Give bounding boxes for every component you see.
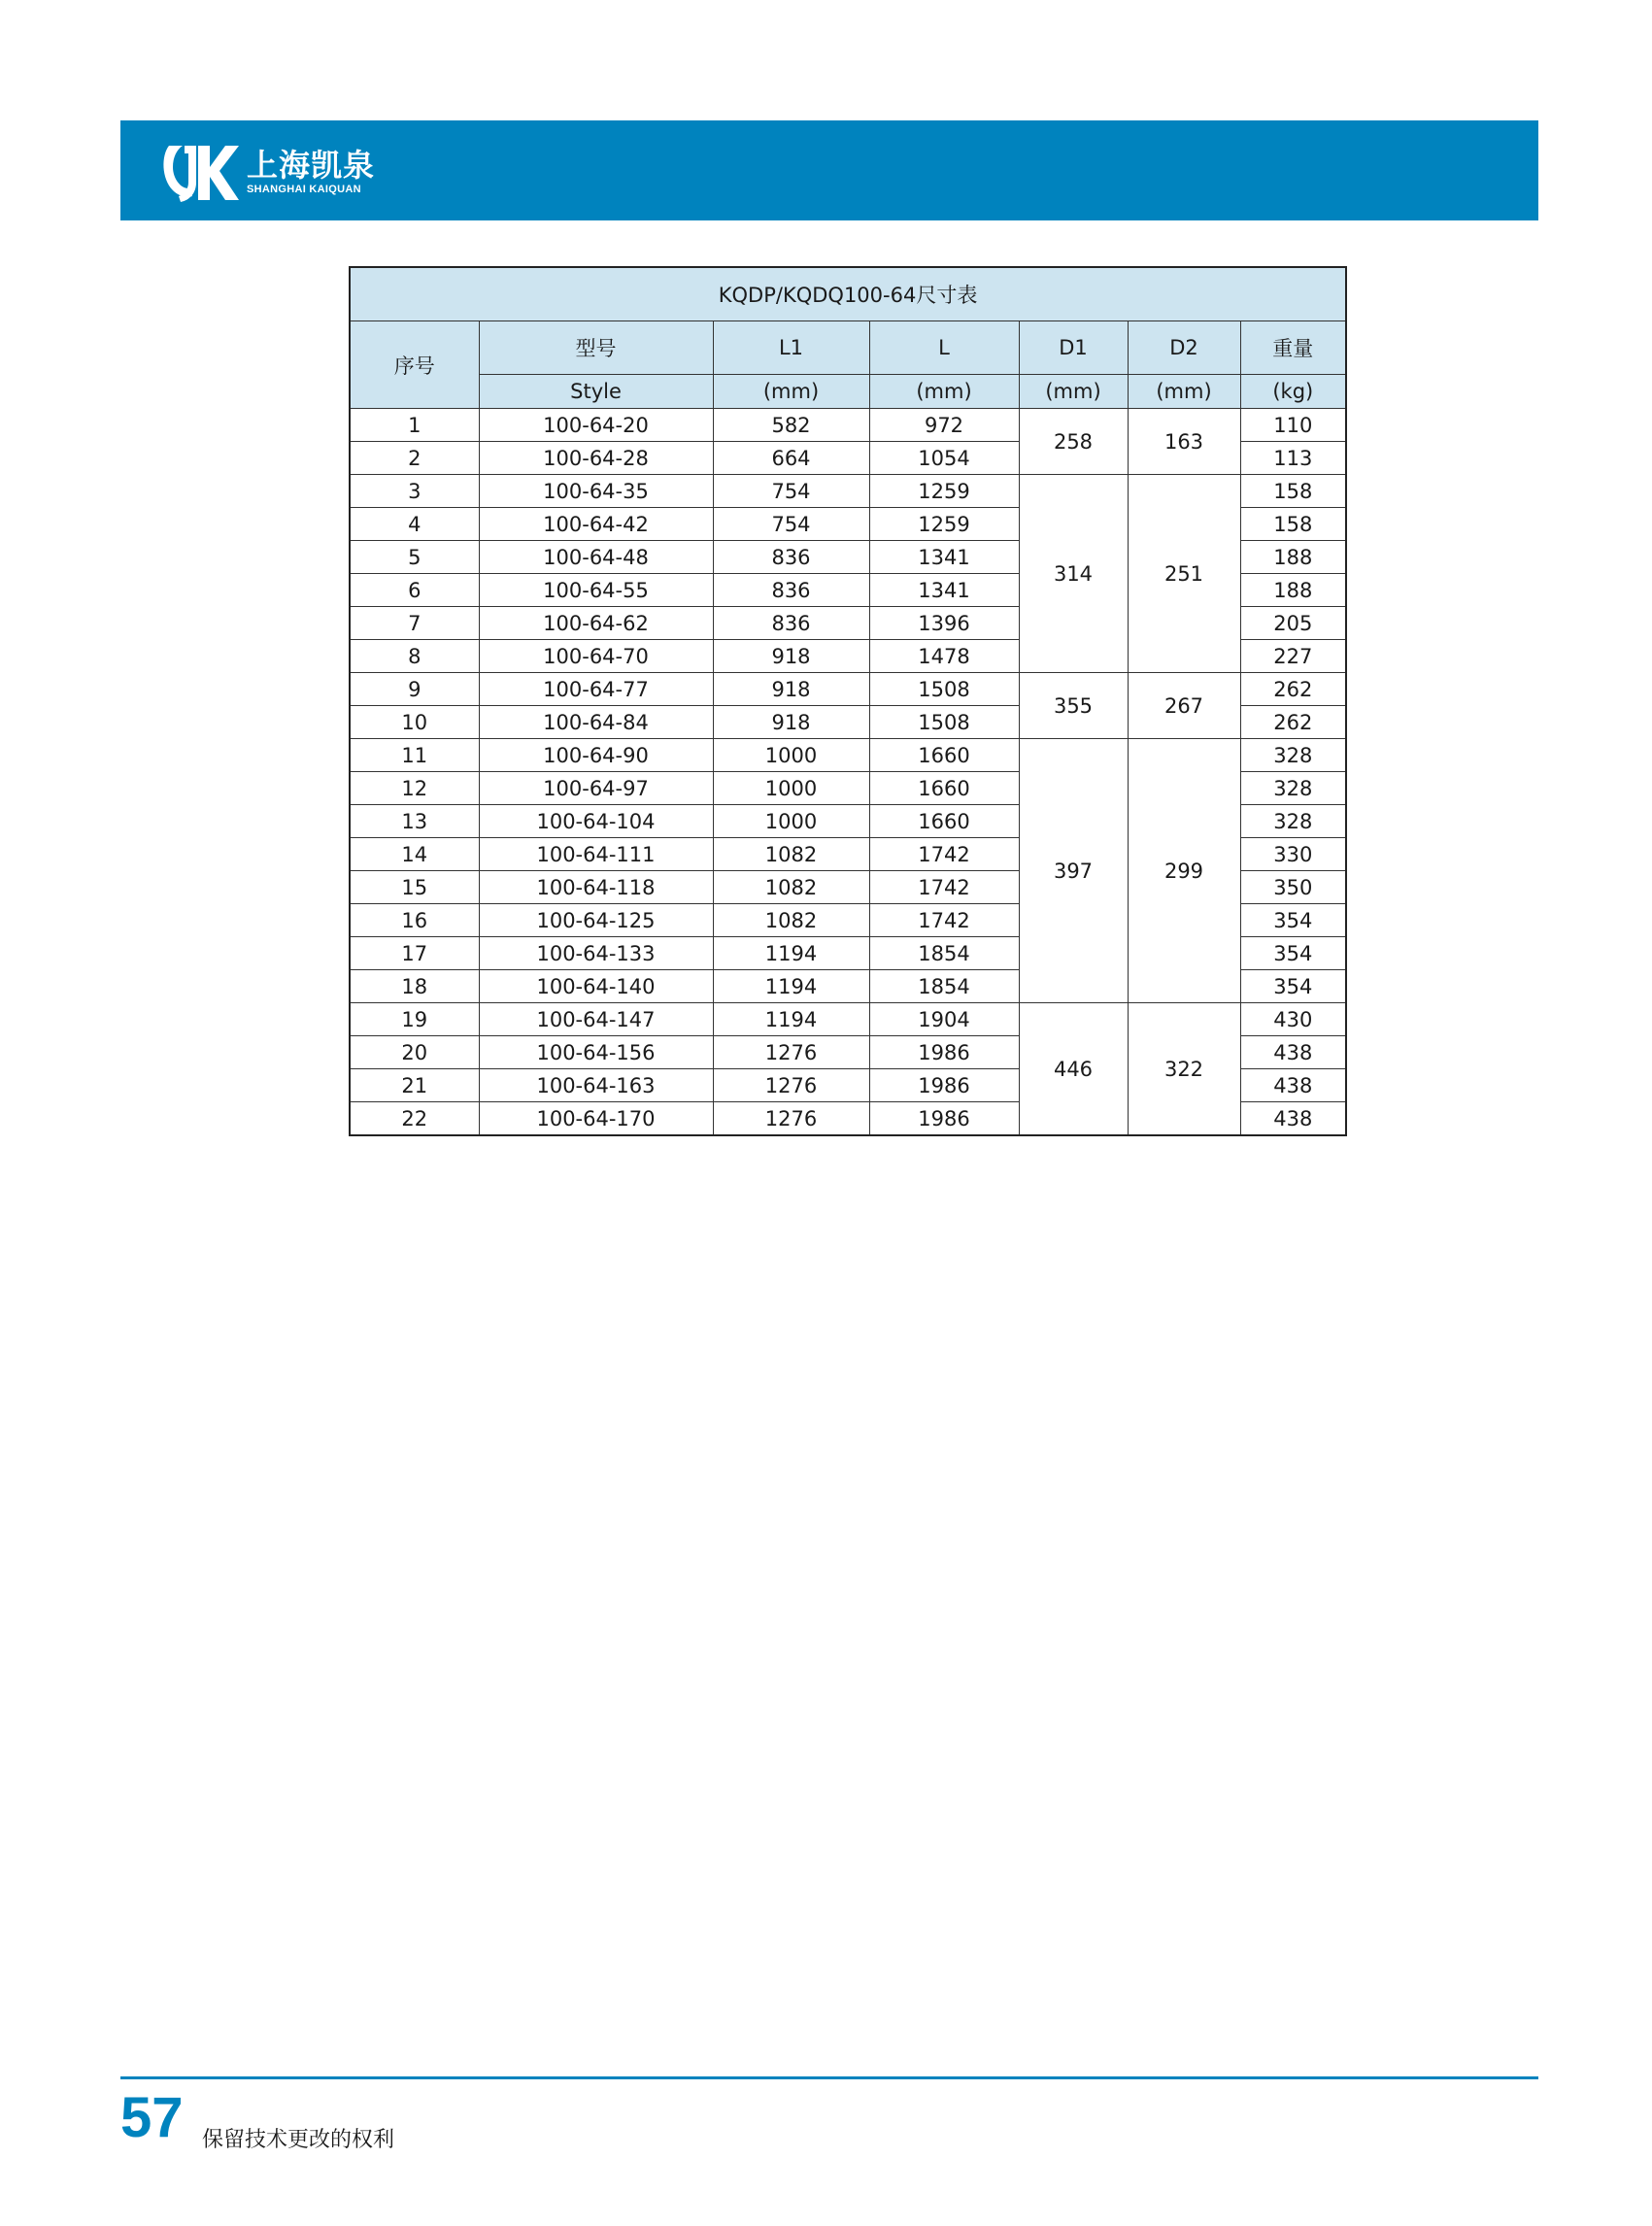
cell-model: 100-64-20 <box>479 409 713 442</box>
cell-l1: 1194 <box>713 970 869 1003</box>
cell-model: 100-64-140 <box>479 970 713 1003</box>
cell-l1: 1000 <box>713 739 869 772</box>
cell-model: 100-64-133 <box>479 937 713 970</box>
col-header-d1-unit: (mm) <box>1019 375 1128 409</box>
cell-l: 1742 <box>869 904 1019 937</box>
cell-model: 100-64-156 <box>479 1036 713 1069</box>
cell-d2: 251 <box>1128 475 1240 673</box>
col-header-d2-unit: (mm) <box>1128 375 1240 409</box>
cell-l1: 1000 <box>713 805 869 838</box>
table-title: KQDP/KQDQ100-64尺寸表 <box>350 267 1346 321</box>
cell-model: 100-64-55 <box>479 574 713 607</box>
cell-l: 1986 <box>869 1069 1019 1102</box>
cell-model: 100-64-111 <box>479 838 713 871</box>
cell-seq: 7 <box>350 607 479 640</box>
cell-l: 1341 <box>869 574 1019 607</box>
cell-l: 1660 <box>869 805 1019 838</box>
cell-seq: 1 <box>350 409 479 442</box>
cell-weight: 330 <box>1240 838 1346 871</box>
col-header-l: L <box>869 321 1019 375</box>
cell-seq: 5 <box>350 541 479 574</box>
footer-note: 保留技术更改的权利 <box>202 2128 395 2152</box>
cell-weight: 205 <box>1240 607 1346 640</box>
cell-l: 1478 <box>869 640 1019 673</box>
cell-l: 1986 <box>869 1036 1019 1069</box>
cell-l1: 1276 <box>713 1036 869 1069</box>
col-header-d1: D1 <box>1019 321 1128 375</box>
cell-model: 100-64-97 <box>479 772 713 805</box>
cell-seq: 10 <box>350 706 479 739</box>
cell-weight: 328 <box>1240 805 1346 838</box>
cell-l1: 918 <box>713 706 869 739</box>
cell-l: 1986 <box>869 1102 1019 1136</box>
cell-model: 100-64-147 <box>479 1003 713 1036</box>
cell-l: 1259 <box>869 475 1019 508</box>
table-row <box>350 409 1346 442</box>
col-header-l-unit: (mm) <box>869 375 1019 409</box>
cell-weight: 328 <box>1240 739 1346 772</box>
cell-seq: 2 <box>350 442 479 475</box>
cell-l: 1854 <box>869 970 1019 1003</box>
dimension-table <box>349 266 1347 1136</box>
cell-l1: 1276 <box>713 1069 869 1102</box>
cell-model: 100-64-42 <box>479 508 713 541</box>
cell-seq: 4 <box>350 508 479 541</box>
cell-l: 1508 <box>869 673 1019 706</box>
table-row <box>350 673 1346 706</box>
cell-seq: 3 <box>350 475 479 508</box>
cell-model: 100-64-170 <box>479 1102 713 1136</box>
cell-l1: 1082 <box>713 904 869 937</box>
cell-seq: 20 <box>350 1036 479 1069</box>
col-header-l1-unit: (mm) <box>713 375 869 409</box>
cell-weight: 430 <box>1240 1003 1346 1036</box>
cell-seq: 22 <box>350 1102 479 1136</box>
cell-l: 972 <box>869 409 1019 442</box>
cell-weight: 354 <box>1240 904 1346 937</box>
brand-logo <box>159 138 375 206</box>
cell-seq: 17 <box>350 937 479 970</box>
header-bar <box>120 120 1538 220</box>
cell-l: 1660 <box>869 772 1019 805</box>
cell-weight: 110 <box>1240 409 1346 442</box>
page-number: 57 <box>120 2086 184 2149</box>
cell-l1: 754 <box>713 508 869 541</box>
table-row <box>350 1003 1346 1036</box>
cell-l1: 1000 <box>713 772 869 805</box>
cell-weight: 262 <box>1240 706 1346 739</box>
cell-weight: 350 <box>1240 871 1346 904</box>
cell-d2: 163 <box>1128 409 1240 475</box>
cell-seq: 19 <box>350 1003 479 1036</box>
cell-seq: 13 <box>350 805 479 838</box>
col-header-seq: 序号 <box>350 321 479 409</box>
cell-seq: 15 <box>350 871 479 904</box>
cell-l1: 1276 <box>713 1102 869 1136</box>
cell-weight: 227 <box>1240 640 1346 673</box>
cell-l1: 1082 <box>713 838 869 871</box>
cell-model: 100-64-77 <box>479 673 713 706</box>
cell-l1: 918 <box>713 673 869 706</box>
table-row <box>350 739 1346 772</box>
cell-model: 100-64-62 <box>479 607 713 640</box>
cell-l1: 1082 <box>713 871 869 904</box>
col-header-weight: 重量 <box>1240 321 1346 375</box>
cell-l: 1259 <box>869 508 1019 541</box>
cell-seq: 18 <box>350 970 479 1003</box>
col-header-weight-unit: (kg) <box>1240 375 1346 409</box>
cell-seq: 16 <box>350 904 479 937</box>
cell-d2: 299 <box>1128 739 1240 1003</box>
cell-l1: 582 <box>713 409 869 442</box>
cell-weight: 188 <box>1240 541 1346 574</box>
cell-weight: 438 <box>1240 1069 1346 1102</box>
brand-name-cn: 上海凯泉 <box>247 146 376 184</box>
cell-weight: 113 <box>1240 442 1346 475</box>
cell-l: 1854 <box>869 937 1019 970</box>
cell-model: 100-64-70 <box>479 640 713 673</box>
cell-model: 100-64-28 <box>479 442 713 475</box>
cell-seq: 9 <box>350 673 479 706</box>
cell-model: 100-64-125 <box>479 904 713 937</box>
cell-model: 100-64-90 <box>479 739 713 772</box>
cell-l1: 1194 <box>713 1003 869 1036</box>
col-header-model-sub: Style <box>479 375 713 409</box>
cell-model: 100-64-48 <box>479 541 713 574</box>
cell-weight: 158 <box>1240 475 1346 508</box>
cell-model: 100-64-35 <box>479 475 713 508</box>
table-body <box>350 409 1346 1136</box>
col-header-l1: L1 <box>713 321 869 375</box>
cell-l1: 664 <box>713 442 869 475</box>
kaiquan-logo-icon <box>159 140 241 204</box>
cell-seq: 14 <box>350 838 479 871</box>
cell-d1: 314 <box>1019 475 1128 673</box>
cell-l: 1508 <box>869 706 1019 739</box>
cell-l: 1054 <box>869 442 1019 475</box>
cell-l1: 836 <box>713 574 869 607</box>
cell-seq: 8 <box>350 640 479 673</box>
cell-l1: 836 <box>713 541 869 574</box>
cell-l: 1396 <box>869 607 1019 640</box>
cell-l1: 1194 <box>713 937 869 970</box>
cell-l: 1341 <box>869 541 1019 574</box>
cell-weight: 438 <box>1240 1102 1346 1136</box>
cell-d2: 322 <box>1128 1003 1240 1136</box>
footer-divider <box>120 2076 1538 2079</box>
col-header-d2: D2 <box>1128 321 1240 375</box>
brand-name-en: SHANGHAI KAIQUAN <box>247 183 361 195</box>
cell-model: 100-64-118 <box>479 871 713 904</box>
cell-model: 100-64-104 <box>479 805 713 838</box>
cell-d1: 258 <box>1019 409 1128 475</box>
cell-seq: 21 <box>350 1069 479 1102</box>
cell-weight: 354 <box>1240 970 1346 1003</box>
cell-l1: 836 <box>713 607 869 640</box>
cell-model: 100-64-163 <box>479 1069 713 1102</box>
col-header-model: 型号 <box>479 321 713 375</box>
cell-l1: 754 <box>713 475 869 508</box>
cell-l: 1742 <box>869 838 1019 871</box>
cell-weight: 328 <box>1240 772 1346 805</box>
cell-weight: 354 <box>1240 937 1346 970</box>
cell-d1: 446 <box>1019 1003 1128 1136</box>
cell-seq: 6 <box>350 574 479 607</box>
cell-l: 1660 <box>869 739 1019 772</box>
cell-seq: 12 <box>350 772 479 805</box>
cell-weight: 438 <box>1240 1036 1346 1069</box>
cell-d2: 267 <box>1128 673 1240 739</box>
cell-l1: 918 <box>713 640 869 673</box>
cell-l: 1904 <box>869 1003 1019 1036</box>
cell-weight: 188 <box>1240 574 1346 607</box>
cell-weight: 262 <box>1240 673 1346 706</box>
cell-d1: 355 <box>1019 673 1128 739</box>
cell-l: 1742 <box>869 871 1019 904</box>
cell-model: 100-64-84 <box>479 706 713 739</box>
cell-weight: 158 <box>1240 508 1346 541</box>
cell-d1: 397 <box>1019 739 1128 1003</box>
table-row <box>350 475 1346 508</box>
cell-seq: 11 <box>350 739 479 772</box>
